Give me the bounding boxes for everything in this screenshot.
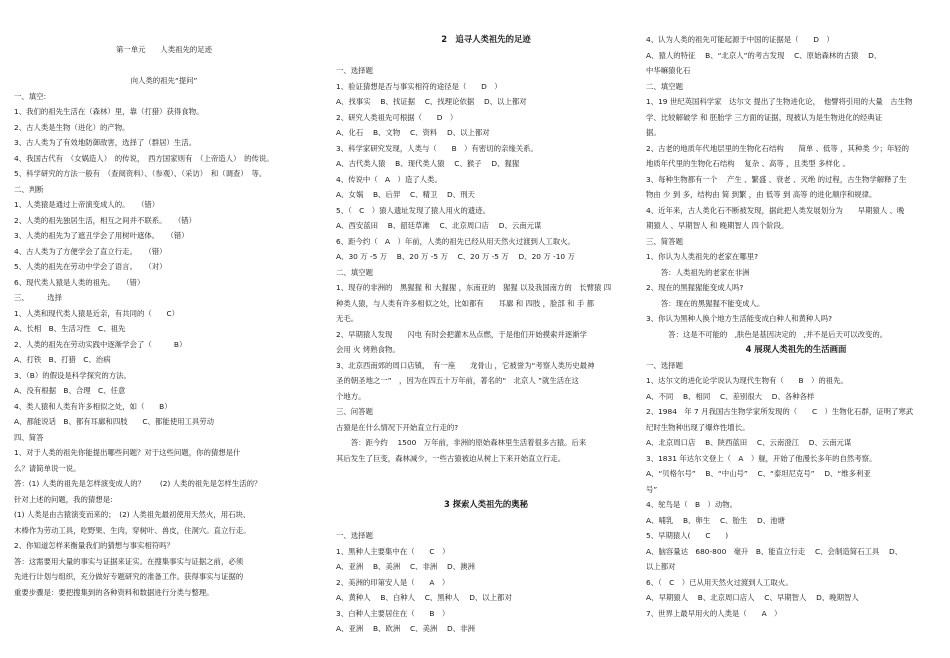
col1-line: 3、古人类为了有效地防御敌害，选择了（群居）生活。	[14, 138, 197, 147]
col3-line: 据。	[646, 128, 661, 137]
col3-line: 3、你认为黑种人换个地方生活能变成白种人和黄种人吗?	[646, 314, 833, 323]
column-right	[646, 32, 946, 621]
col1-line: A、长相 B、生活习性 C、祖先	[14, 324, 126, 333]
col3-line: 2、1984 年 7 月我国古生物学家所发现的（ C ）生物化石群，证明了寒武	[646, 407, 914, 416]
col3-line: 二、填空题	[646, 81, 683, 91]
col1-line: 2、人类的祖先独居生活，相互之间并不联系。 （错）	[14, 215, 197, 225]
col1-line: 先进行计划与组织，充分做好专题研究的准备工作。获得事实与证据的	[14, 572, 244, 581]
col2-line: 会用 火 烤熟食物。	[336, 345, 400, 354]
col2-line	[336, 513, 636, 529]
col2-line: A、古代类人猿 B、现代类人猿 C、猴子 D、猩猩	[336, 159, 520, 168]
col3-line: 2、古老的地质年代地层里的生物化石结构 简单 、低等 ，其种类 少；年轻的	[646, 143, 910, 153]
col2-line	[336, 466, 636, 482]
col3-line: 4 展现人类祖先的生活画面	[745, 344, 847, 354]
col3-line: 中华嘛猿化石	[646, 66, 691, 75]
col1-line: 5、人类的祖先在劳动中学会了语言。 （对）	[14, 262, 167, 271]
col2-line: 无毛。	[336, 314, 359, 323]
col2-line: A、亚洲 B、欧洲 C、美洲 D、非洲	[336, 624, 475, 633]
col2-line: 一、选择题	[336, 66, 373, 75]
col3-line: 6、（ C ）已从用天然火过渡到人工取火。	[646, 577, 793, 587]
col1-line: 2、你知道怎样来衡量我们的猜想与事实相符吗？	[14, 541, 174, 550]
column-middle	[336, 32, 636, 637]
col3-line: 4、认为人类的祖先可能起源于中国的证据是（ D ）	[646, 35, 834, 44]
col1-line: 2、人类的祖先在劳动实践中逐渐学会了（ B）	[14, 339, 187, 349]
col2-line: A、化石 B、文物 C、资料 D、以上都对	[336, 128, 490, 137]
col1-line: 1、我们的祖先生活在（森林）里，靠（打猎）获得食物。	[14, 107, 204, 116]
col3-line: 3、每种生物都有一个 产生 、繁盛 、衰老 、灭绝 的过程，古生物学解释了生	[646, 174, 907, 184]
col3-line: 4、鸵鸟是（ B ）动物。	[646, 500, 738, 509]
col2-line: A、30 万 -5 万 B、20 万 -5 万 C、20 万 -5 万 D、20 万 -10 万	[336, 252, 575, 261]
col2-line: 2、研究人类祖先可根据（ D ）	[336, 112, 458, 122]
col3-line: 地质年代里的生物化石结构 复杂 、高等 ，且类型 多样化 。	[646, 159, 850, 168]
col1-line: 4、类人猿和人类有许多相似之处，如（ B）	[14, 401, 172, 411]
col1-line	[14, 58, 314, 74]
col2-line: 三、问答题	[336, 407, 373, 416]
col1-line: 一、填空:	[14, 91, 47, 101]
col1-line: 6、现代类人猿是人类的祖先。 （错）	[14, 277, 145, 287]
col3-line: A、北京周口店 B、陕西蓝田 C、云南澄江 D、云南元谋	[646, 438, 852, 447]
col1-line: 重要步骤是：要把搜集到的各种资料和数据进行分类与整理。	[14, 587, 214, 597]
col1-line: A、打铁 B、打猎 C、治病	[14, 355, 111, 364]
col1-line: 5、科学研究的方法一般有 （查阅资料）、（参观）、（采访） 和（调查） 等。	[14, 169, 267, 178]
col1-line: 3、（B）的假设是科学探究的方法。	[14, 370, 131, 380]
col2-line: 种类人猿，与人类有许多相似之处，比如都有 耳廓 和 四肢 ，脸部 和 手 都	[336, 298, 594, 308]
col2-line: A、西安蓝田 B、韶廷草滩 C、北京周口店 D、云南元谋	[336, 221, 542, 230]
col2-line: 6、距今约（ A ）年前，人类的祖先已经从用天然火过渡到人工取火。	[336, 236, 575, 246]
col1-line: 第一单元 人类祖先的足迹	[115, 45, 213, 54]
col2-line: 二、填空题	[336, 267, 373, 277]
col2-line: 个地方。	[336, 391, 366, 401]
col2-line: A、女娲 B、后羿 C、精卫 D、刑天	[336, 190, 475, 199]
col3-line: 物由 少 到 多，结构由 简 到繁 ，由 低等 到 高等 的进化顺序和规律。	[646, 190, 877, 199]
col3-line: 三、简答题	[646, 236, 683, 246]
col2-line	[336, 48, 636, 64]
col3-line: 5、早期猿人( C )	[646, 531, 729, 540]
col3-line: 2、现在的黑猩猩能变成人吗?	[646, 283, 744, 292]
col1-line: 二、判断	[14, 184, 44, 194]
col3-line: 3、1831 年达尔文登上（ A ）舰，开始了他漫长多年的自然考察。	[646, 453, 877, 463]
col3-line: 学、比较解破学 和 胚胎学 三方面的证据，现被认为是生物进化的经典证	[646, 112, 883, 122]
col1-line: 三、 选择	[14, 293, 63, 302]
col2-line: 3、科学家研究发现，人类与（ B ）有密切的亲缘关系。	[336, 143, 538, 153]
col2-line: A、亚洲 B、美洲 C、非洲 D、澳洲	[336, 562, 475, 571]
col2-line: A、黄种人 B、白种人 C、黑种人 D、以上都对	[336, 593, 512, 602]
col1-line: 针对上述的问题，我的猜想是:	[14, 494, 113, 504]
col1-line: 答：(1) 人类的祖先是怎样演变成人的？ (2) 人类的祖先是怎样生活的？	[14, 479, 262, 488]
col1-line: 1、人类猿是通过上帝演变成人的。 （错）	[14, 200, 160, 209]
col1-line: (1) 人类是由古猿演变而来的； (2) 人类祖先最初使用天然火，用石块、	[14, 510, 251, 519]
col2-line: 答：距今约 1500 万年前，非洲的原始森林里生活着很多古猿。后来	[336, 438, 587, 447]
col3-line: 期猿人 、早期智人 和 晚期智人 四个阶段。	[646, 221, 789, 230]
col2-line: 4、传说中（ A ）造了人类。	[336, 174, 442, 184]
col1-line: 答：这需要用大量的事实与证据来证实。在搜集事实与证据之前，必须	[14, 556, 244, 566]
col3-line: A、“贝格尔号” B、“中山号” C、“泰坦尼克号” D、“维多利亚	[646, 469, 871, 478]
col2-line: 3、白种人主要居住在（ B ）	[336, 608, 450, 618]
col2-line: 圣的朝圣地之一” ，因为在四五十万年前，著名的“ 北京人 ”就生活在这	[336, 376, 579, 385]
col3-line: 答：这是不可能的 ,肤色是基因决定的 ,并不是后天可以改变的。	[646, 329, 888, 339]
col2-line: 2、早期猿人发现 闪电 有时会把灌木丛点燃，于是他们开始摸索并逐渐学	[336, 329, 587, 339]
col1-line: A、都能说话 B、都有耳廓和四肢 C、都能使用工具劳动	[14, 417, 215, 426]
col3-line: A、猿人的特征 B、“北京人”的考古发现 C、原始森林的古猿 D、	[646, 50, 882, 60]
col2-line: 2 追寻人类祖先的足迹	[441, 34, 531, 44]
col2-line: 其后发生了巨变，森林减少，一些古猿被迫从树上下来开始直立行走。	[336, 453, 566, 463]
col1-line: A、没有根据 B、合理 C、任意	[14, 386, 126, 395]
col2-line: 古猿是在什么情况下开始直立行走的?	[336, 422, 459, 432]
col2-line: A、找事实 B、找证据 C、找理论依据 D、以上都对	[336, 97, 527, 106]
col3-line: 答：现在的黑猩猩不能变成人。	[646, 298, 765, 308]
col3-line: 4、近年来，古人类化石不断被发现，据此把人类发展划分为 早期猿人 、晚	[646, 205, 905, 215]
col2-line	[336, 482, 636, 498]
col3-line: A、脑容量达 680-800 毫升 B、能直立行走 C、会制造简石工具 D、	[646, 546, 903, 556]
col2-line: 3、北京西南郊的周口店镇， 有一座 龙骨山 ，它被誉为“考察人类历史最神	[336, 360, 595, 370]
col3-line: 答：人类祖先的老家在非洲	[646, 267, 750, 277]
col3-line: 以上都对	[646, 562, 676, 571]
col1-line: 四、简答	[14, 432, 44, 442]
col1-line: 4、我国古代有 （女娲造人） 的传说， 西方国家则有 （上帝造人） 的传说。	[14, 153, 274, 163]
col3-line: 1、你认为人类祖先的老家在哪里?	[646, 252, 759, 261]
col3-line: A、不同 B、相同 C、差别很大 D、各种各样	[646, 391, 815, 401]
col2-line: 1、验证猜想是否与事实相符的途径是（ D ）	[336, 81, 502, 91]
col3-line: 一、选择题	[646, 360, 683, 370]
col1-line: 1、对于人类的祖先你能提出哪些问题？对于这些问题，你的猜想是什	[14, 448, 241, 457]
col2-line: 1、现存的非洲的 黑猩猩 和 大猩猩 ，东南亚的 猩猩 以及我国南方的 长臂猿 四	[336, 283, 612, 292]
column-left	[14, 42, 314, 600]
col1-line: 木棒作为劳动工具，吃野果、生肉，穿树叶、兽皮，住洞穴。直立行走。	[14, 525, 251, 535]
col1-line: 2、古人类是生物（进化）的产物。	[14, 122, 130, 132]
col3-line: 1、达尔文的进化论学说认为现代生物有（ B ）的祖先。	[646, 376, 848, 385]
col3-line: A、哺乳 B、卵生 C、胎生 D、池塘	[646, 515, 785, 525]
col2-line: 一、选择题	[336, 531, 373, 540]
col3-line: 7、世界上最早用火的人类是（ A ）	[646, 608, 782, 618]
col3-line: A、早期猿人 B、北京周口店人 C、早期智人 D、晚期智人	[646, 593, 859, 602]
col1-line: 3、人类的祖先为了遮丑学会了用树叶遮体。 （错）	[14, 231, 189, 240]
col1-line: 么？请简单说一说。	[14, 463, 81, 473]
col1-line: 4、古人类为了方便学会了直立行走。 （错）	[14, 246, 167, 256]
col2-line: 1、黑种人主要集中在（ C ）	[336, 546, 450, 556]
col1-line: 1、人类和现代类人猿是近亲，有共同的（ C）	[14, 308, 180, 318]
col3-line: 纪时生物种出现了爆炸性增长。	[646, 422, 750, 432]
col2-line: 2、美洲的印第安人是（ A ）	[336, 577, 450, 587]
col2-line: 5、（ C ）猿人遗址发现了猿人用火的遗迹。	[336, 205, 490, 215]
col1-line: 向人类的祖先“提问”	[130, 76, 198, 85]
col3-line: 1、19 世纪英国科学家 达尔文 提出了生物进化论， 他譬将引用的大量 古生物	[646, 97, 913, 106]
col3-line: 号”	[646, 484, 658, 494]
col2-line: 3 探索人类祖先的奥秘	[443, 499, 529, 509]
